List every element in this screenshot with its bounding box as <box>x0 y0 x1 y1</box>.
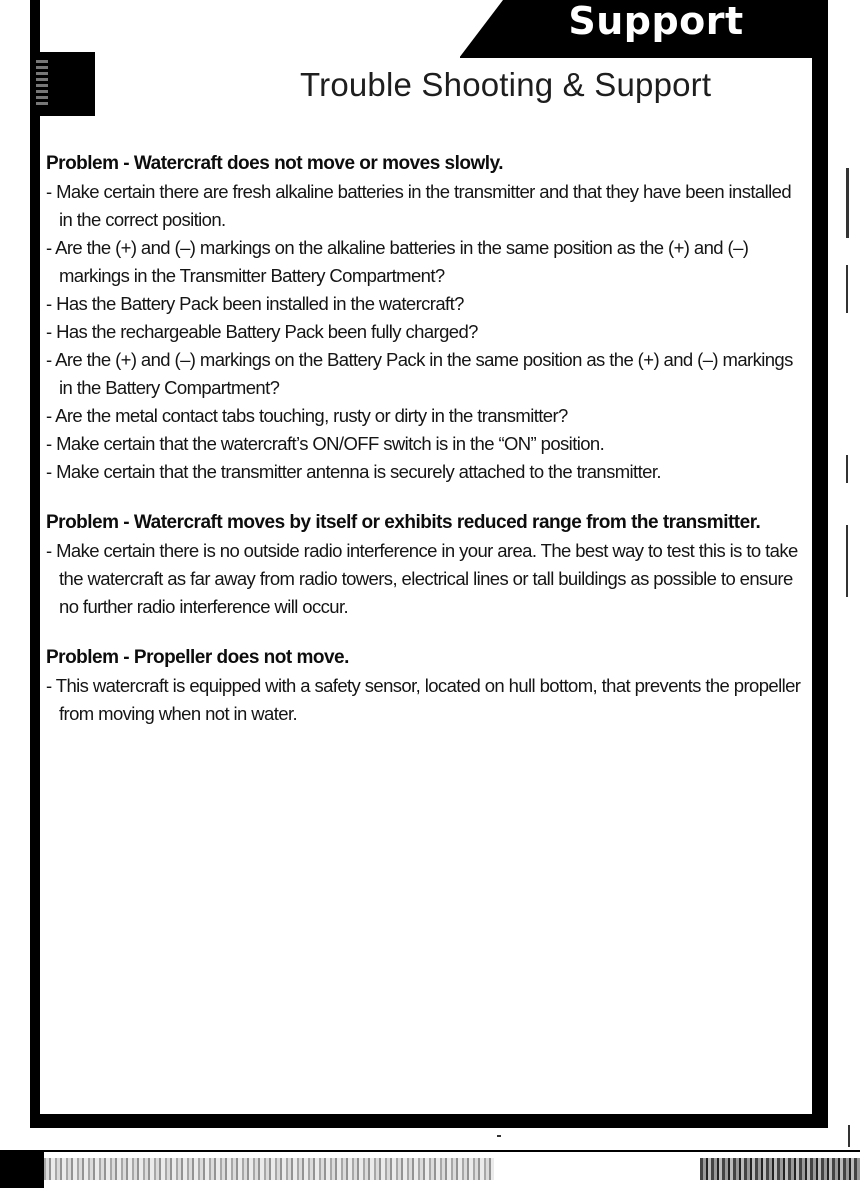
header-slant <box>459 0 503 58</box>
scan-speck <box>848 1125 850 1147</box>
frame-left-border <box>30 0 40 1128</box>
problem-section-2 <box>46 508 806 621</box>
corner-scan-noise <box>36 60 48 106</box>
problem-section-1 <box>46 149 806 486</box>
frame-bottom-border <box>30 1114 828 1128</box>
list-item: - Make certain there are fresh alkaline batteries in the transmitter and that they have been installed in the correct position. <box>46 181 792 230</box>
frame-right-border <box>812 0 828 1128</box>
scan-noise-strip-right <box>700 1158 860 1180</box>
page-title: Trouble Shooting & Support <box>300 66 712 103</box>
list-item: - This watercraft is equipped with a safety sensor, located on hull bottom, that prevents the propeller from moving when not in water. <box>46 675 801 724</box>
problem-heading: Problem - Watercraft moves by itself or exhibits reduced range from the transmitter. <box>46 512 761 533</box>
scan-speck <box>846 525 848 597</box>
header-white-area <box>40 0 460 58</box>
list-item: - Make certain that the watercraft’s ON/OFF switch is in the “ON” position. <box>46 433 605 454</box>
list-item: - Are the metal contact tabs touching, rusty or dirty in the transmitter? <box>46 405 568 426</box>
scan-dark-corner <box>0 1152 44 1188</box>
scan-speck <box>846 168 849 238</box>
list-item: - Are the (+) and (–) markings on the alkaline batteries in the same position as the (+) and (–) markings in the Transmitter Battery Compartment? <box>46 237 749 286</box>
problem-heading: Problem - Watercraft does not move or moves slowly. <box>46 153 504 174</box>
scan-noise-strip <box>44 1158 494 1180</box>
problem-section-3 <box>46 643 806 728</box>
troubleshooting-content <box>46 149 806 750</box>
list-item: - Has the Battery Pack been installed in the watercraft? <box>46 293 464 314</box>
scan-speck <box>497 1135 501 1137</box>
scan-speck <box>846 455 848 483</box>
problem-heading: Problem - Propeller does not move. <box>46 647 349 668</box>
list-item: - Make certain that the transmitter antenna is securely attached to the transmitter. <box>46 461 661 482</box>
list-item: - Make certain there is no outside radio interference in your area. The best way to test this is to take the watercraft as far away from radio towers, electrical lines or tall buildings as possible to ensure no further radio interference will occur. <box>46 540 798 617</box>
list-item: - Has the rechargeable Battery Pack been fully charged? <box>46 321 478 342</box>
support-tab: Support <box>568 0 744 43</box>
corner-marker <box>40 52 95 116</box>
scan-speck <box>846 265 848 313</box>
list-item: - Are the (+) and (–) markings on the Battery Pack in the same position as the (+) and (–) markings in the Battery Compartment? <box>46 349 793 398</box>
